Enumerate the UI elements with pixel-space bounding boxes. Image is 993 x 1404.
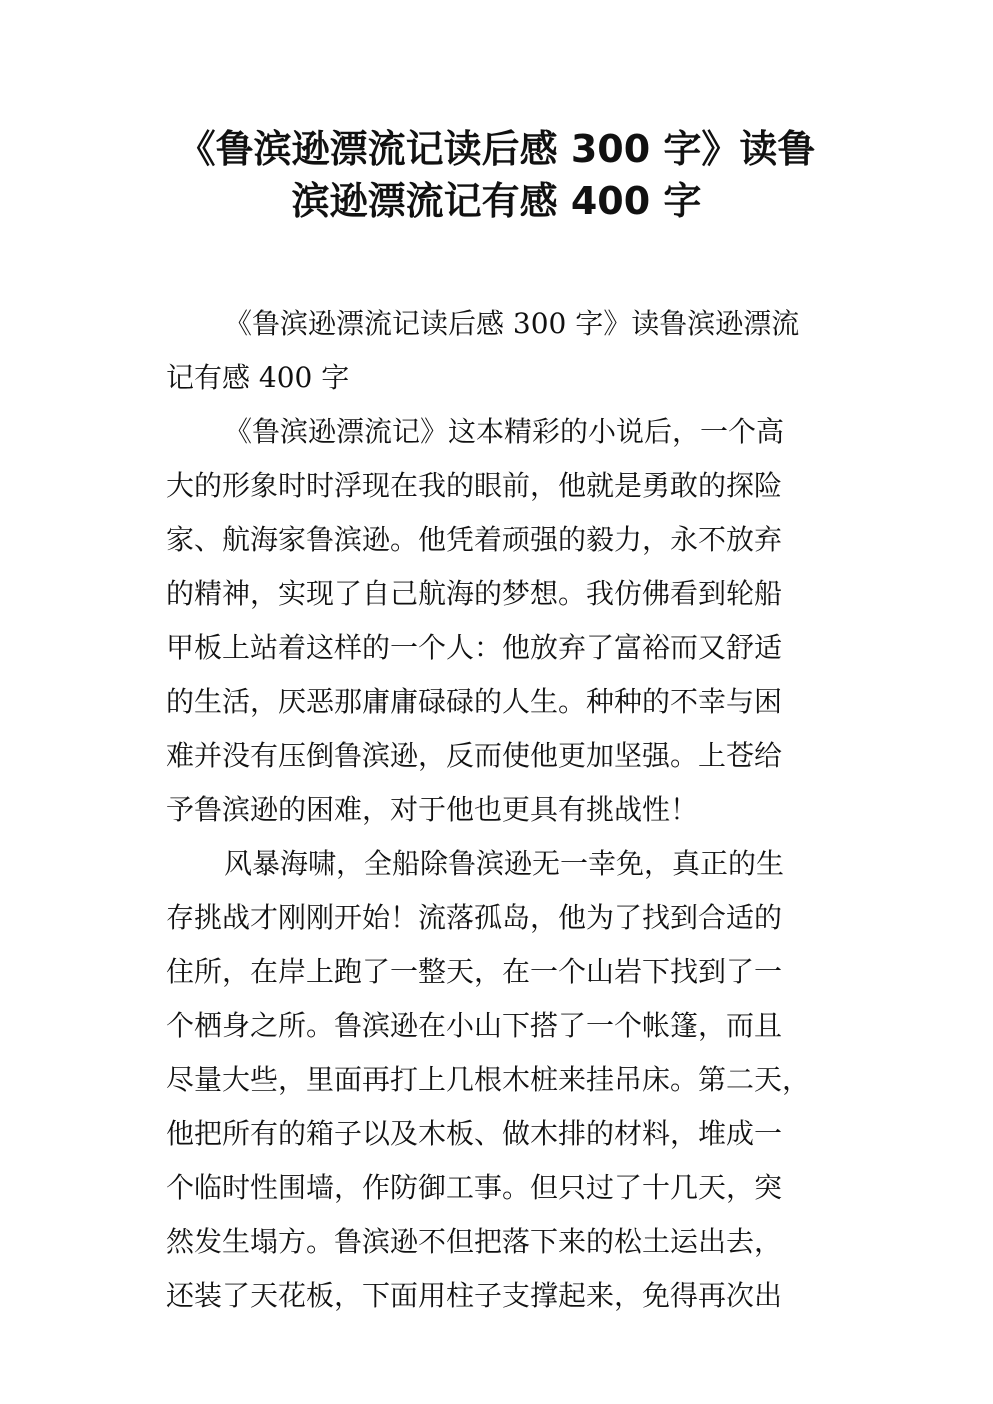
document-title-line-1: 《鲁滨逊漂流记读后感 300 字》读鲁 [177,127,816,171]
paragraph-line: 大的形象时时浮现在我的眼前，他就是勇敢的探险 [166,469,783,502]
document-title-line-2: 滨逊漂流记有感 400 字 [291,179,702,223]
paragraph-line: 予鲁滨逊的困难，对于他也更具有挑战性！ [166,793,699,826]
paragraph-line: 个栖身之所。鲁滨逊在小山下搭了一个帐篷，而且 [166,1009,783,1042]
paragraph-line: 然发生塌方。鲁滨逊不但把落下来的松土运出去， [166,1225,783,1258]
paragraph-line: 的精神，实现了自己航海的梦想。我仿佛看到轮船 [166,577,783,610]
paragraph-line: 的生活，厌恶那庸庸碌碌的人生。种种的不幸与困 [166,685,783,718]
paragraph-line: 个临时性围墙，作防御工事。但只过了十几天，突 [166,1171,783,1204]
paragraph-line: 还装了天花板，下面用柱子支撑起来，免得再次出 [166,1279,783,1312]
paragraph-line: 住所，在岸上跑了一整天，在一个山岩下找到了一 [166,955,783,988]
paragraph-line: 家、航海家鲁滨逊。他凭着顽强的毅力，永不放弃 [166,523,783,556]
paragraph-line: 尽量大些，里面再打上几根木桩来挂吊床。第二天， [166,1063,811,1096]
paragraph-line: 存挑战才刚刚开始！流落孤岛，他为了找到合适的 [166,901,783,934]
paragraph-line: 记有感 400 字 [166,361,350,394]
paragraph-line: 风暴海啸，全船除鲁滨逊无一幸免，真正的生 [224,847,785,880]
paragraph-line: 难并没有压倒鲁滨逊，反而使他更加坚强。上苍给 [166,739,783,772]
paragraph-line: 甲板上站着这样的一个人：他放弃了富裕而又舒适 [166,631,783,664]
paragraph-line: 他把所有的箱子以及木板、做木排的材料，堆成一 [166,1117,783,1150]
paragraph-line: 《鲁滨逊漂流记读后感 300 字》读鲁滨逊漂流 [224,307,800,340]
paragraph-line: 《鲁滨逊漂流记》这本精彩的小说后，一个高 [224,415,785,448]
